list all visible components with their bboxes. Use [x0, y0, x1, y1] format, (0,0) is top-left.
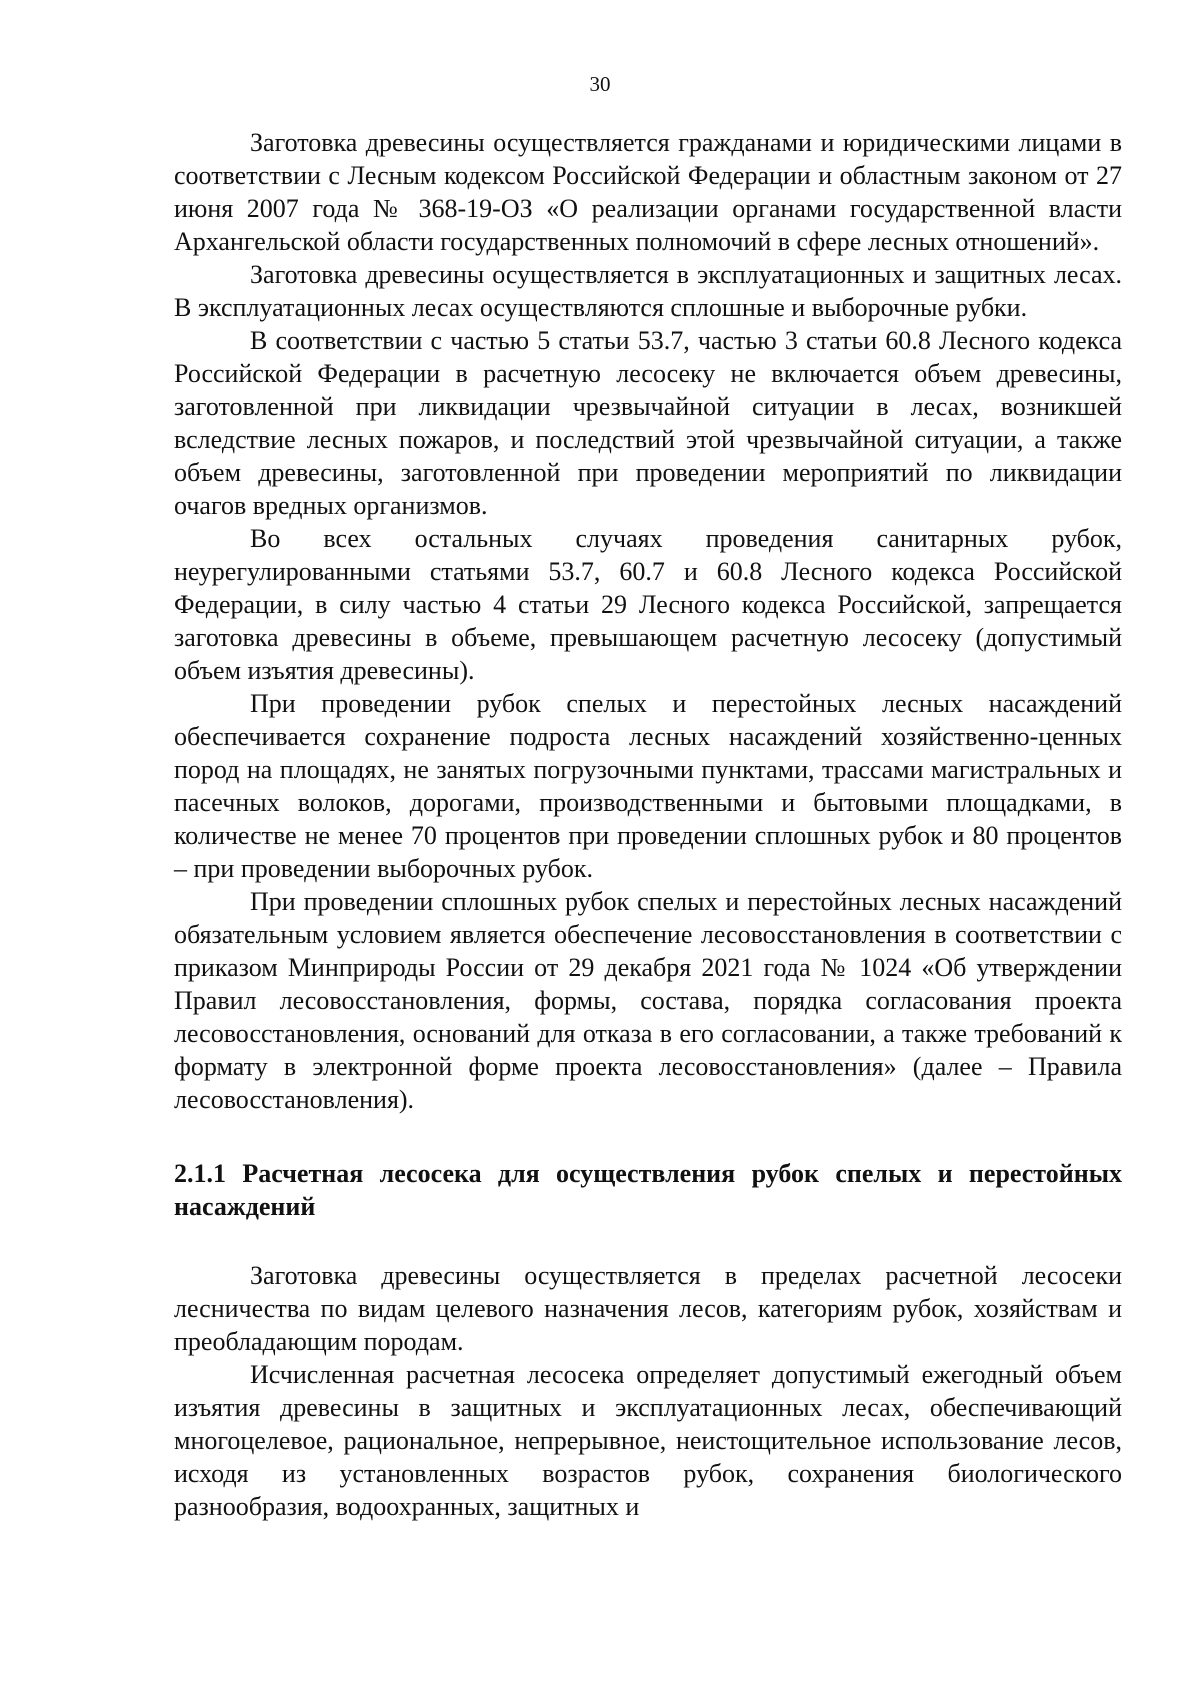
paragraph-allowable-cut-scope: Заготовка древесины осуществляется в пределах расчетной лесосеки лесничества по видам целевого назначения лесов, категориям рубок, хозяйствам и преобладающим породам.: [174, 1261, 1122, 1356]
page-number: 30: [589, 72, 611, 96]
paragraph-sanitary-felling-restriction: Во всех остальных случаях проведения санитарных рубок, неурегулированными статьями 53.7, 60.7 и 60.8 Лесного кодекса Российской Федерации, в силу частью 4 статьи 29 Лесного кодекса Российской, запрещается заготовка древесины в объеме, превышающем расчетную лесосеку (допустимый объем изъятия древесины).: [174, 524, 1122, 685]
paragraph-allowable-cut-definition: Исчисленная расчетная лесосека определяет допустимый ежегодный объем изъятия древесины в защитных и эксплуатационных лесах, обеспечивающий многоцелевое, рациональное, непрерывное, неистощительное использование лесов, исходя из установленных возрастов рубок, сохранения биологического разнообразия, водоохранных, защитных и: [174, 1360, 1122, 1521]
document-body: [174, 126, 1122, 1523]
paragraph-timber-harvesting-legal-basis: Заготовка древесины осуществляется гражданами и юридическими лицами в соответствии с Лесным кодексом Российской Федерации и областным законом от 27 июня 2007 года № 368-19-ОЗ «О реализации органами государственной власти Архангельской области государственных полномочий в сфере лесных отношений».: [174, 128, 1122, 256]
paragraph-undergrowth-preservation: При проведении рубок спелых и перестойных лесных насаждений обеспечивается сохранение подроста лесных насаждений хозяйственно-ценных пород на площадях, не занятых погрузочными пунктами, трассами магистральных и пасечных волоков, дорогами, производственными и бытовыми площадками, в количестве не менее 70 процентов при проведении сплошных рубок и 80 процентов – при проведении выборочных рубок.: [174, 689, 1122, 883]
paragraph-harvesting-forest-types: Заготовка древесины осуществляется в эксплуатационных и защитных лесах. В эксплуатационных лесах осуществляются сплошные и выборочные рубки.: [174, 260, 1122, 322]
paragraph-allowable-cut-exclusions: В соответствии с частью 5 статьи 53.7, частью 3 статьи 60.8 Лесного кодекса Российской Федерации в расчетную лесосеку не включается объем древесины, заготовленной при ликвидации чрезвычайной ситуации в лесах, возникшей вследствие лесных пожаров, и последствий этой чрезвычайной ситуации, а также объем древесины, заготовленной при проведении мероприятий по ликвидации очагов вредных организмов.: [174, 326, 1122, 520]
paragraph-reforestation-requirement: При проведении сплошных рубок спелых и перестойных лесных насаждений обязательным условием является обеспечение лесовосстановления в соответствии с приказом Минприроды России от 29 декабря 2021 года № 1024 «Об утверждении Правил лесовосстановления, формы, состава, порядка согласования проекта лесовосстановления, оснований для отказа в его согласовании, а также требований к формату в электронной форме проекта лесовосстановления» (далее – Правила лесовосстановления).: [174, 887, 1122, 1114]
section-heading-allowable-cut: 2.1.1 Расчетная лесосека для осуществления рубок спелых и перестойных насаждений: [174, 1159, 1122, 1221]
